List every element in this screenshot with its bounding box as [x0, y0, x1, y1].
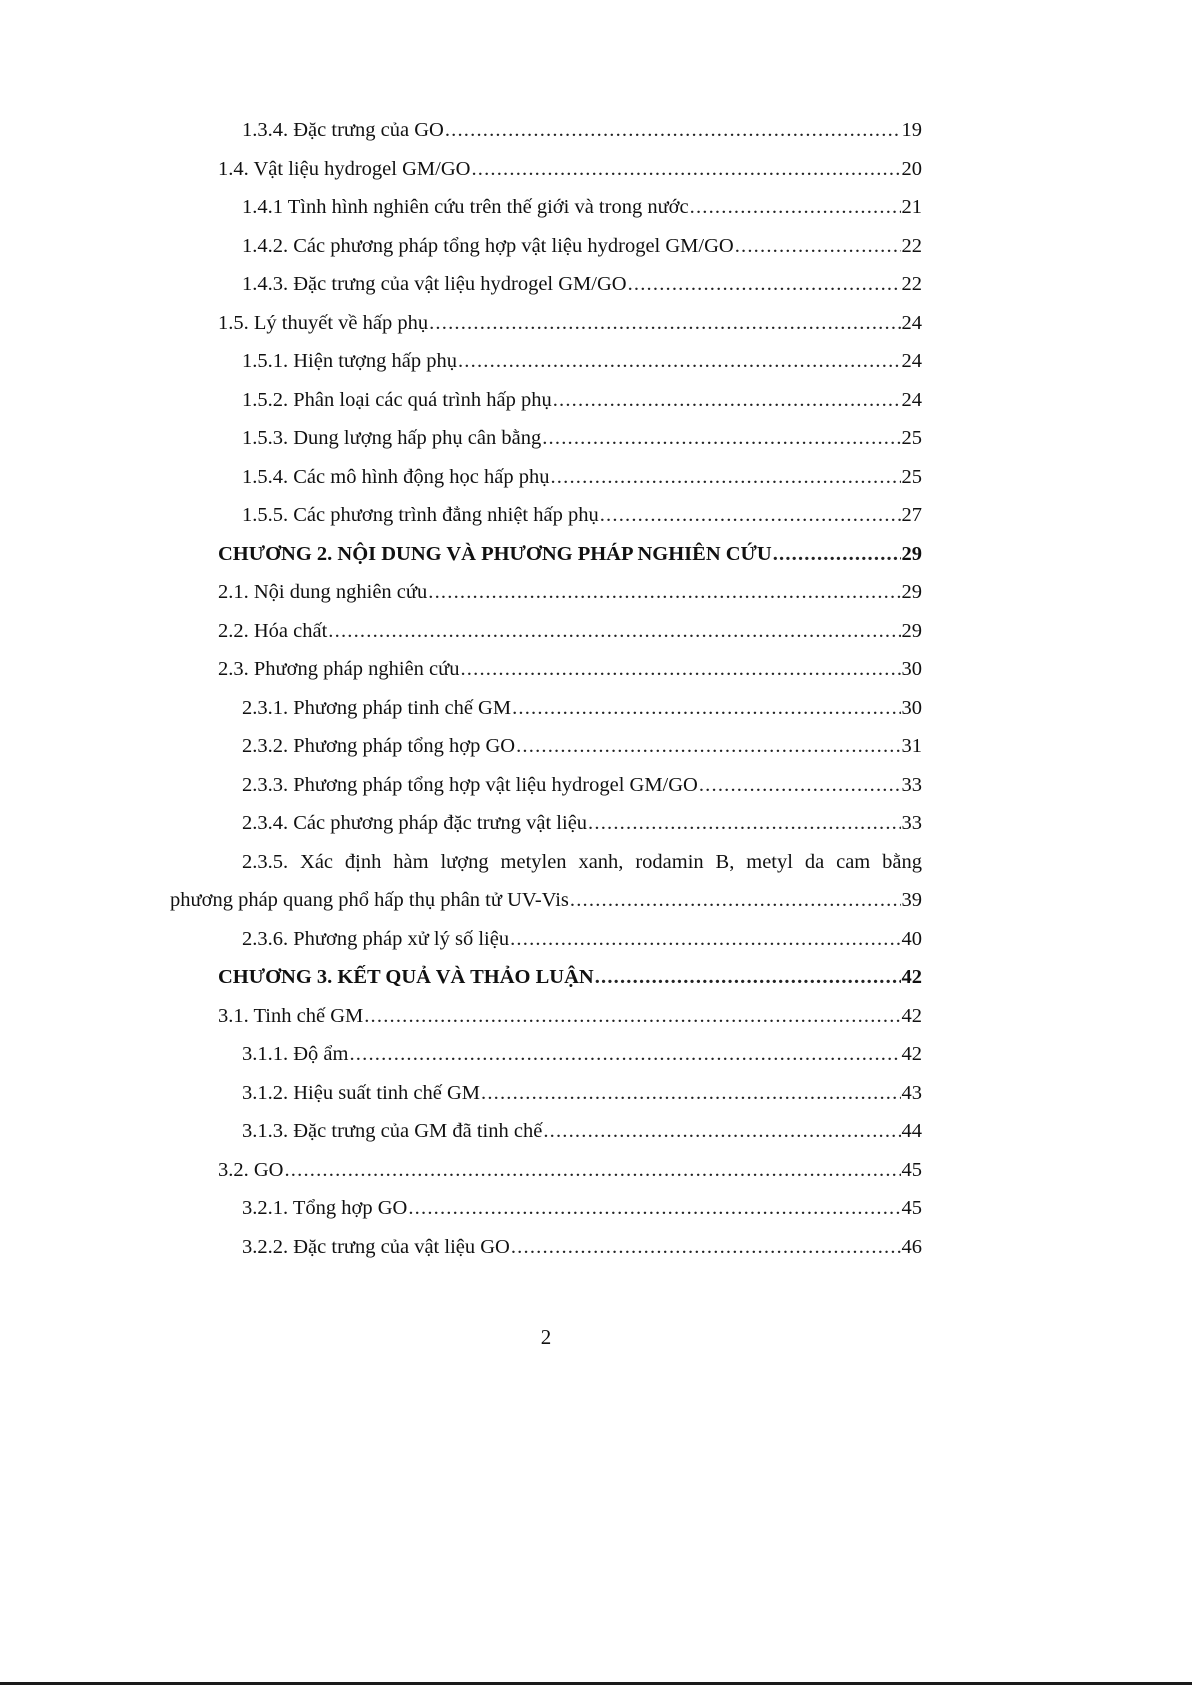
toc-entry [218, 654, 922, 684]
toc-entry-title: 1.4.3. Đặc trưng của vật liệu hydrogel GM/GO [242, 273, 627, 295]
toc-entry-page: 25 [901, 465, 922, 488]
toc-entry [218, 154, 922, 184]
toc-entry-page: 24 [901, 388, 922, 411]
toc-leader [595, 962, 901, 992]
toc-entry-title: 1.5.2. Phân loại các quá trình hấp phụ [242, 388, 552, 411]
toc-entry-title: 3.2.2. Đặc trưng của vật liệu GO [242, 1235, 510, 1258]
toc-entry-title: 2.3.6. Phương pháp xử lý số liệu [242, 927, 510, 950]
toc-entry [242, 385, 922, 415]
toc-entry-page: 40 [901, 927, 922, 950]
toc-entry-page: 39 [901, 889, 922, 911]
toc-entry-title: 1.5.4. Các mô hình động học hấp phụ [242, 465, 550, 488]
toc-entry [242, 115, 922, 145]
toc-entry [242, 1232, 922, 1262]
toc-leader [588, 808, 900, 838]
toc-entry [242, 346, 922, 376]
toc-entry-page: 33 [901, 773, 922, 796]
toc-leader [628, 269, 901, 299]
toc-entry [242, 423, 922, 453]
toc-entry-page: 22 [901, 273, 922, 295]
toc-entry-page: 33 [901, 812, 922, 834]
toc-leader [284, 1155, 900, 1185]
toc-entry-title: 3.1.3. Đặc trưng của GM đã tinh chế [242, 1120, 543, 1142]
toc-entry-page: 24 [901, 350, 922, 372]
toc-entry-title: 1.4. Vật liệu hydrogel GM/GO [218, 157, 471, 180]
toc-leader [428, 577, 900, 607]
toc-leader [600, 500, 901, 530]
toc-leader [516, 731, 900, 761]
toc-leader [458, 346, 901, 376]
toc-entry-title: 1.5. Lý thuyết về hấp phụ [218, 311, 429, 334]
toc-entry [218, 577, 922, 607]
toc-entry [242, 924, 922, 954]
toc-leader [512, 693, 900, 723]
toc-entry-title: 1.5.5. Các phương trình đẳng nhiệt hấp phụ [242, 504, 599, 526]
toc-entry-title-line2: phương pháp quang phổ hấp thụ phân tử UV-Vis [170, 889, 569, 911]
toc-entry-title: 2.3.3. Phương pháp tổng hợp vật liệu hydrogel GM/GO [242, 773, 698, 796]
toc-entry-page: 27 [901, 504, 922, 526]
toc-entry-page: 45 [901, 1197, 922, 1219]
toc-entry-page: 42 [901, 1004, 922, 1027]
toc-leader [460, 654, 900, 684]
toc-entry-page: 46 [901, 1235, 922, 1258]
toc-entry-title: 3.1.1. Độ ẩm [242, 1043, 349, 1065]
toc-leader [481, 1078, 901, 1108]
toc-entry-page: 19 [901, 119, 922, 141]
toc-entry-page: 29 [901, 619, 922, 642]
toc-entry-title-line1: 2.3.5. Xác định hàm lượng metylen xanh, rodamin B, metyl da cam bằng [242, 850, 922, 873]
toc-entry-title: 3.1.2. Hiệu suất tinh chế GM [242, 1081, 480, 1104]
toc-entry-page: 45 [901, 1158, 922, 1181]
toc-entry-page: 25 [901, 427, 922, 449]
toc-chapter-entry [218, 962, 922, 992]
toc-leader [570, 885, 901, 915]
toc-entry [242, 770, 922, 800]
toc-entry-title: 2.3.2. Phương pháp tổng hợp GO [242, 735, 516, 757]
toc-leader [550, 462, 900, 492]
toc-entry-page: 29 [901, 581, 922, 603]
toc-leader [699, 770, 901, 800]
toc-entry-page: 21 [901, 196, 922, 218]
toc-entry [242, 192, 922, 222]
toc-entry-title: CHƯƠNG 3. KẾT QUẢ VÀ THẢO LUẬN [218, 966, 594, 988]
toc-entry-title: 3.2. GO [218, 1158, 284, 1181]
toc-entry [242, 462, 922, 492]
toc-entry-title: 2.3.1. Phương pháp tinh chế GM [242, 696, 512, 719]
toc-entry [242, 731, 922, 761]
toc-entry [242, 1078, 922, 1108]
toc-entry-title: 3.1. Tinh chế GM [218, 1004, 364, 1027]
toc-entry-page: 22 [901, 234, 922, 257]
toc-leader [471, 154, 900, 184]
toc-leader [511, 1232, 901, 1262]
toc-entry-page: 24 [901, 311, 922, 334]
toc-entry [218, 308, 922, 338]
toc-entry-page: 31 [901, 735, 922, 757]
toc-leader [364, 1001, 900, 1031]
toc-entry-page: 44 [901, 1120, 922, 1142]
toc-entry [170, 885, 922, 915]
toc-entry-title: 2.1. Nội dung nghiên cứu [218, 581, 428, 603]
toc-entry-page: 20 [901, 157, 922, 180]
toc-chapter-entry [218, 539, 922, 569]
toc-leader [690, 192, 901, 222]
toc-entry-page: 42 [901, 966, 922, 988]
toc-entry-title: 1.4.1 Tình hình nghiên cứu trên thế giới và trong nước [242, 196, 689, 218]
toc-entry-title: 3.2.1. Tổng hợp GO [242, 1197, 408, 1219]
toc-entry-title: 2.2. Hóa chất [218, 619, 328, 642]
toc-entry-title: 2.3. Phương pháp nghiên cứu [218, 658, 460, 680]
toc-leader [735, 231, 901, 261]
toc-entry [242, 1193, 922, 1223]
toc-entry [242, 1039, 922, 1069]
toc-entry [242, 231, 922, 261]
toc-entry-title: 1.5.1. Hiện tượng hấp phụ [242, 350, 457, 372]
toc-entry-title: 2.3.4. Các phương pháp đặc trưng vật liệu [242, 812, 588, 834]
toc-entry-title: CHƯƠNG 2. NỘI DUNG VÀ PHƯƠNG PHÁP NGHIÊN CỨU [218, 542, 772, 565]
toc-entry [218, 1001, 922, 1031]
toc-leader [429, 308, 900, 338]
toc-leader [543, 1116, 900, 1146]
toc-entry-title: 1.4.2. Các phương pháp tổng hợp vật liệu hydrogel GM/GO [242, 234, 734, 257]
toc-entry [242, 693, 922, 723]
toc-leader [542, 423, 900, 453]
toc-leader [349, 1039, 900, 1069]
toc-entry [218, 1155, 922, 1185]
toc-entry [242, 808, 922, 838]
toc-leader [773, 539, 901, 569]
toc-entry [242, 1116, 922, 1146]
toc-entry-page: 30 [901, 658, 922, 680]
page-number: 2 [540, 1325, 552, 1349]
toc-leader [328, 616, 900, 646]
toc-entry-page: 30 [901, 696, 922, 719]
toc-leader [510, 924, 900, 954]
toc-entry [242, 500, 922, 530]
toc-leader [445, 115, 901, 145]
toc-entry-page: 43 [901, 1081, 922, 1104]
toc-entry-title: 1.3.4. Đặc trưng của GO [242, 119, 444, 141]
toc-entry-page: 42 [901, 1043, 922, 1065]
toc-entry-title: 1.5.3. Dung lượng hấp phụ cân bằng [242, 427, 542, 449]
toc-entry [242, 269, 922, 299]
toc-leader [553, 385, 901, 415]
toc-entry [218, 616, 922, 646]
toc-entry-page: 29 [901, 542, 922, 565]
toc-leader [408, 1193, 900, 1223]
